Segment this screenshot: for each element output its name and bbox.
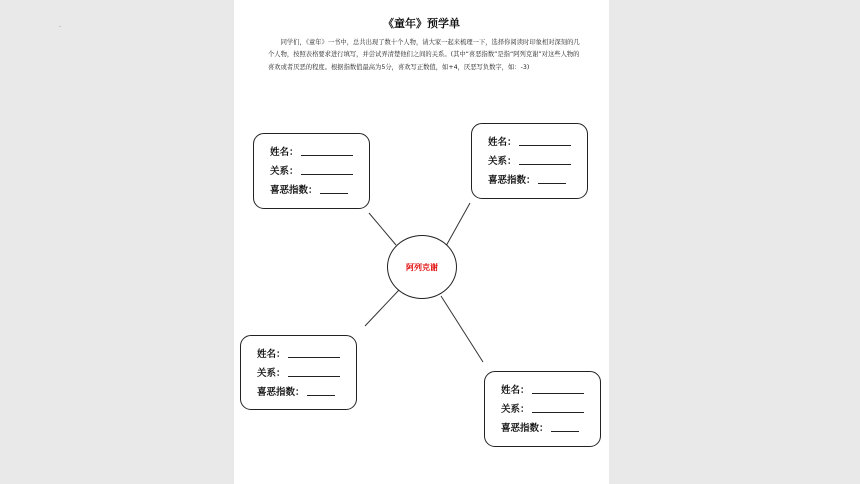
character-card-bottom-right: [484, 371, 601, 447]
name-blank[interactable]: [532, 393, 584, 394]
relation-blank[interactable]: [532, 412, 584, 413]
relation-label: 关系：: [488, 156, 517, 167]
score-blank[interactable]: [551, 431, 579, 432]
name-label: 姓名：: [501, 385, 530, 396]
connector-top-left: [369, 213, 396, 245]
center-character-name: 阿列克谢: [406, 261, 438, 272]
relation-row: [257, 365, 356, 379]
relation-blank[interactable]: [301, 174, 353, 175]
relation-label: 关系：: [257, 368, 286, 379]
connector-bottom-right: [441, 296, 483, 362]
score-row: [501, 420, 600, 434]
name-label: 姓名：: [270, 147, 299, 158]
name-row: [270, 144, 369, 158]
name-row: [257, 346, 356, 360]
connector-top-right: [446, 203, 470, 246]
page-title: 《童年》预学单: [383, 17, 460, 30]
instructions-text: 同学们，《童年》一书中，总共出现了数十个人物，请大家一起来梳理一下，选择你阅读时印象相对深刻的几个人物，按照表格要求进行填写，并尝试弄清楚他们之间的关系。(其中“喜恶指数”是指“阿列克谢”对这些人物的喜欢或者厌恶的程度。根据指数值最高为5分，喜欢写正数值，如+4，厌恶写负数字，如：-3): [268, 39, 580, 71]
worksheet-page: [234, 0, 609, 484]
score-row: [488, 172, 587, 186]
character-card-top-left: [253, 133, 370, 209]
character-card-top-right: [471, 123, 588, 199]
relation-row: [488, 153, 587, 167]
name-blank[interactable]: [519, 145, 571, 146]
relation-row: [270, 163, 369, 177]
name-blank[interactable]: [301, 155, 353, 156]
relation-label: 关系：: [501, 404, 530, 415]
score-row: [257, 384, 356, 398]
score-row: [270, 182, 369, 196]
name-row: [488, 134, 587, 148]
score-label: 喜恶指数：: [270, 185, 318, 196]
score-label: 喜恶指数：: [257, 387, 305, 398]
name-label: 姓名：: [488, 137, 517, 148]
score-blank[interactable]: [538, 183, 566, 184]
score-label: 喜恶指数：: [501, 423, 549, 434]
score-label: 喜恶指数：: [488, 175, 536, 186]
relation-row: [501, 401, 600, 415]
name-row: [501, 382, 600, 396]
connector-bottom-left: [365, 290, 399, 326]
score-blank[interactable]: [307, 395, 335, 396]
center-character-circle: [387, 235, 457, 299]
score-blank[interactable]: [320, 193, 348, 194]
name-label: 姓名：: [257, 349, 286, 360]
character-card-bottom-left: [240, 335, 357, 410]
relation-blank[interactable]: [519, 164, 571, 165]
relation-label: 关系：: [270, 166, 299, 177]
relation-blank[interactable]: [288, 376, 340, 377]
name-blank[interactable]: [288, 357, 340, 358]
stray-mark: .: [59, 22, 61, 29]
